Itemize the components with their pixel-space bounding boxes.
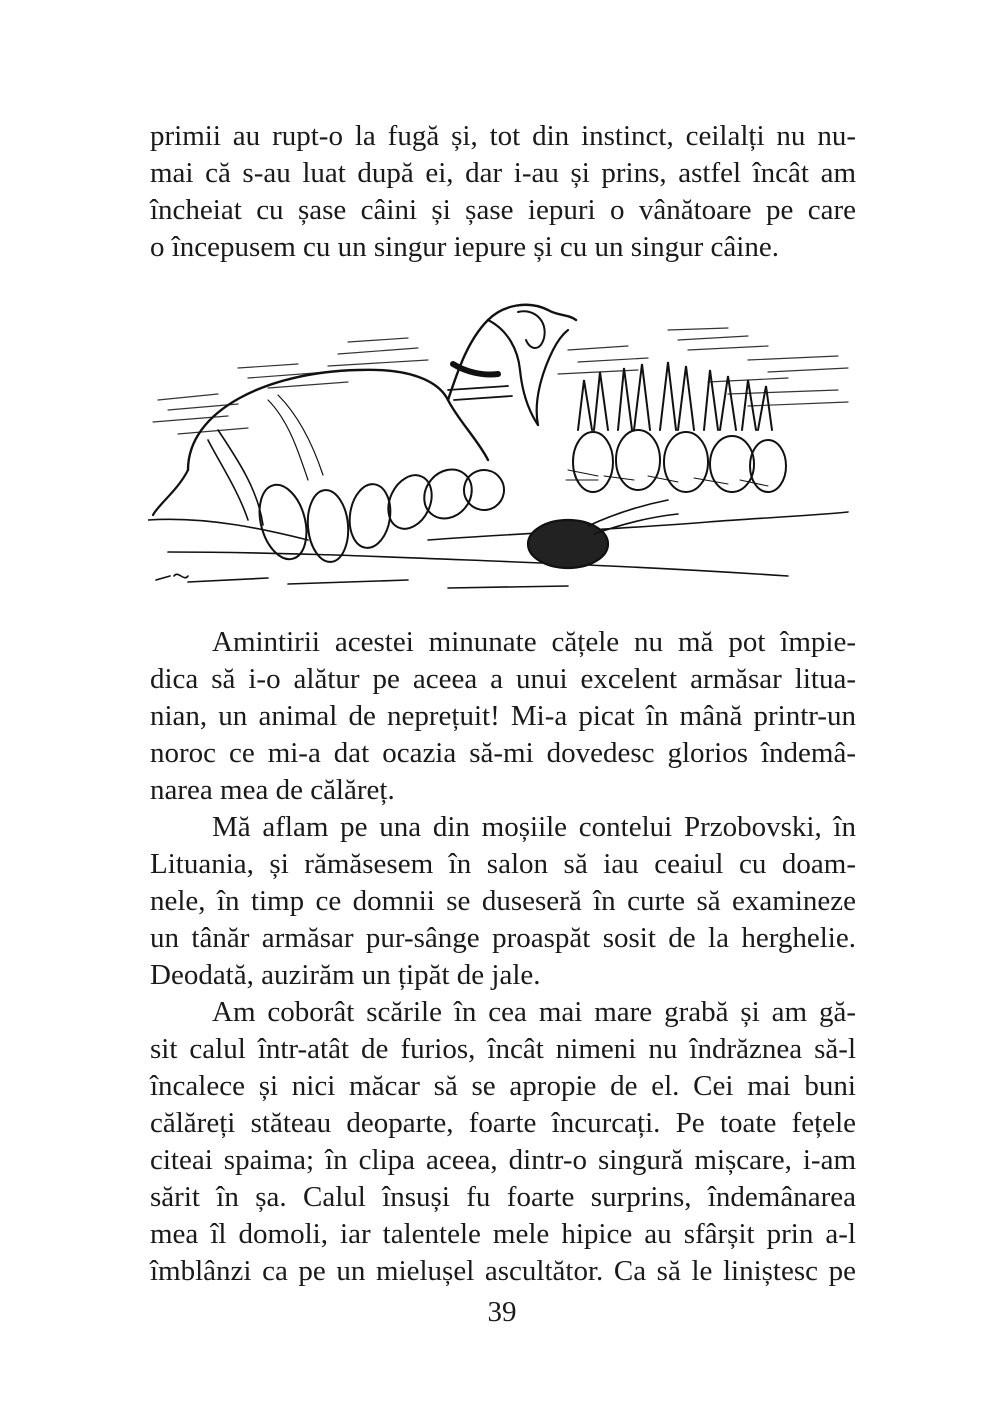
page-number: 39 [487, 1296, 517, 1328]
text-line: sit calul într-atât de furios, încât nimeni nu îndrăznea să-l [150, 1033, 856, 1065]
text-line: mea îl domoli, iar talentele mele hipice au sfârșit prin a-l [150, 1218, 856, 1250]
text-line: încheiat cu șase câini și șase iepuri o vânătoare pe care [150, 194, 856, 226]
engraving-drawing [148, 290, 852, 600]
text-line: noroc ce mi-a dat ocazia să-mi dovedesc glorios îndemâ- [150, 737, 856, 769]
text-line: narea mea de călăreț. [150, 774, 395, 806]
text-line: nian, un animal de neprețuit! Mi-a picat în mână printr-un [150, 700, 856, 732]
text-line: Lituania, și rămăsesem în salon să iau ceaiul cu doam- [150, 848, 856, 880]
dog-and-rabbits-illustration [148, 290, 852, 600]
text-line: nele, în timp ce domnii se duseseră în curte să examineze [150, 885, 856, 917]
text-line: Am coborât scările în cea mai mare grabă și am gă- [212, 996, 856, 1028]
text-line: o începusem cu un singur iepure și cu un singur câine. [150, 231, 779, 263]
text-line: călăreți stăteau deoparte, foarte încurcați. Pe toate fețele [150, 1107, 856, 1139]
top-paragraph [150, 118, 856, 266]
text-line: citeai spaima; în clipa aceea, dintr-o singură mișcare, i-am [150, 1144, 856, 1176]
paragraph-3 [150, 994, 856, 1290]
text-line: mai că s-au luat după ei, dar i-au și prins, astfel încât am [150, 157, 856, 189]
text-line: Mă aflam pe una din moșiile contelui Przobovski, în [212, 811, 856, 843]
text-line: un tânăr armăsar pur-sânge proaspăt sosit de la herghelie. [150, 922, 856, 954]
text-line: sărit în șa. Calul însuși fu foarte surprins, îndemânarea [150, 1181, 856, 1213]
body-text [150, 624, 856, 1290]
paragraph-1 [150, 624, 856, 809]
text-line: primii au rupt-o la fugă și, tot din instinct, ceilalți nu nu- [150, 120, 856, 152]
text-line: încalece și nici măcar să se apropie de el. Cei mai buni [150, 1070, 856, 1102]
text-line: Amintirii acestei minunate cățele nu mă pot împie- [212, 626, 856, 658]
text-line: Deodată, auzirăm un țipăt de jale. [150, 959, 541, 991]
paragraph-2 [150, 809, 856, 994]
text-line: îmblânzi ca pe un mielușel ascultător. Ca să le liniștesc pe [150, 1255, 856, 1287]
text-line: dica să i-o alătur pe aceea a unui excelent armăsar litua- [150, 663, 856, 695]
